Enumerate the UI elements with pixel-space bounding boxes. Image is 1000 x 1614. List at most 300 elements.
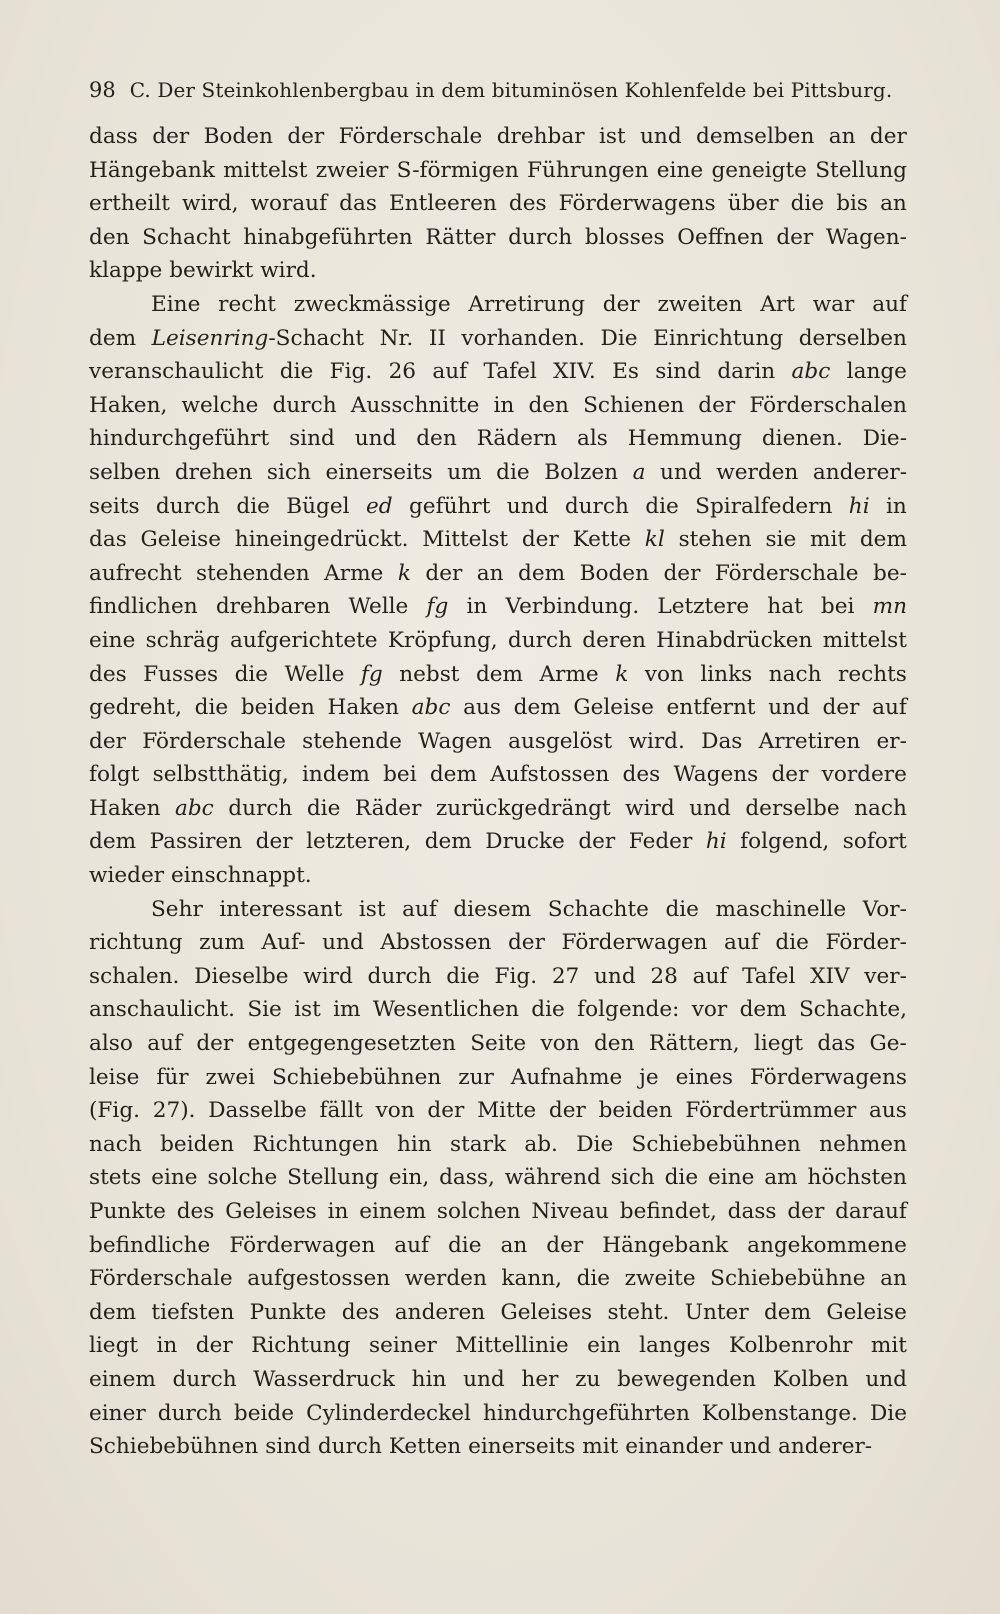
word: an: [880, 1266, 907, 1292]
word: Die: [869, 1400, 907, 1426]
text-line: [89, 1397, 907, 1431]
word: dem: [763, 1299, 812, 1325]
word: durch: [272, 392, 337, 418]
word: schräg: [145, 627, 220, 653]
word: Fig.: [494, 963, 538, 989]
word: stark: [449, 1131, 507, 1157]
text-line: [89, 1061, 907, 1095]
word: [412, 691, 451, 725]
italic-text: k: [397, 560, 411, 586]
word: vor: [691, 997, 728, 1023]
word: Schiebebühnen: [631, 1131, 801, 1157]
text-line: [89, 725, 907, 759]
text-line: [89, 187, 907, 221]
word: befindet,: [619, 1199, 717, 1224]
word: derselbe: [745, 795, 840, 821]
word: gedreht,: [89, 695, 182, 721]
word: Hängebank: [602, 1232, 729, 1258]
word: Nr.: [379, 325, 414, 351]
word: das: [817, 1031, 856, 1057]
text-line: [89, 1329, 907, 1363]
word: Aufstossen: [490, 762, 610, 788]
word: befindliche: [89, 1232, 211, 1258]
word: er-: [876, 728, 907, 754]
word: die: [447, 1232, 482, 1258]
word: höchsten: [807, 1165, 907, 1191]
word: die: [306, 795, 341, 821]
word: und: [729, 1434, 772, 1460]
word: bei: [820, 594, 855, 620]
word: Haken: [327, 695, 399, 721]
word: durch: [508, 224, 573, 250]
word: veranschaulicht: [89, 359, 264, 385]
text-line: [89, 893, 907, 927]
word: eine: [656, 157, 704, 183]
word: Ge-: [869, 1031, 907, 1057]
word: werden: [404, 1266, 487, 1292]
word: eine: [151, 1165, 198, 1191]
word: kann,: [501, 1266, 563, 1292]
running-title: C. Der Steinkohlenbergbau in dem bituminösen Kohlenfelde bei Pittsburg.: [129, 78, 893, 102]
word: 27).: [152, 1098, 196, 1124]
word: Richtung: [251, 1333, 351, 1359]
word: wird: [303, 963, 353, 989]
word: sind: [655, 359, 701, 385]
word: je: [639, 1064, 659, 1090]
word: mittelst: [223, 157, 308, 183]
word: dass: [89, 124, 138, 149]
word: durch: [157, 1400, 222, 1426]
word: geneigte: [711, 157, 807, 183]
word: Geleises: [500, 1299, 593, 1325]
word: Förderschale: [714, 560, 859, 586]
word: beide: [233, 1400, 295, 1426]
word: einander: [625, 1434, 723, 1460]
word: den: [89, 224, 130, 250]
word: der: [578, 829, 616, 855]
text-line: [89, 1363, 907, 1397]
word: maschinelle: [715, 896, 847, 922]
word: folgend,: [740, 829, 830, 855]
word: Schiebebühne: [710, 1266, 866, 1292]
text-line: [89, 590, 907, 624]
word: darin: [717, 359, 776, 385]
word: solchen: [436, 1199, 521, 1224]
word: [615, 658, 628, 692]
word: durch: [172, 1366, 237, 1392]
word: bewegenden: [617, 1366, 756, 1392]
word: Hemmung: [627, 426, 742, 452]
word: drehen: [174, 459, 253, 485]
word: indem: [301, 762, 370, 788]
word: Sie: [247, 997, 282, 1023]
word: findlichen: [89, 594, 198, 620]
word: Tafel: [742, 963, 796, 989]
word: rechts: [838, 661, 907, 687]
word: ein,: [388, 1165, 430, 1191]
word: Boden: [579, 560, 649, 586]
word: in: [466, 594, 488, 620]
text-line: [89, 288, 907, 322]
text-line: [89, 825, 907, 859]
word: das: [89, 527, 127, 553]
word: Förderschalen: [749, 392, 907, 418]
word: 28: [650, 963, 678, 989]
word: Es: [612, 359, 639, 385]
word: dem: [513, 695, 561, 721]
text-line: [89, 758, 907, 792]
word: Förderwagens: [558, 191, 716, 217]
word: sich: [610, 1165, 655, 1191]
word: den: [416, 426, 457, 452]
word: Welle: [284, 661, 345, 687]
word: auf: [724, 930, 759, 956]
word: Schiebebühnen: [89, 1434, 259, 1460]
word: Arretiren: [758, 728, 861, 754]
word: Stellung: [815, 157, 907, 183]
text-line: [89, 658, 907, 692]
word: nach: [89, 1131, 142, 1157]
word: dem: [739, 997, 787, 1023]
word: letzteren,: [306, 829, 412, 855]
word: Kolben: [772, 1366, 849, 1392]
word: mit: [582, 1434, 619, 1460]
word: den: [593, 1031, 635, 1057]
word: der: [776, 224, 814, 250]
word: einem: [359, 1199, 427, 1224]
word: von: [375, 1098, 415, 1124]
word: in: [493, 392, 515, 418]
word: Ausschnitte: [350, 392, 480, 418]
word: Abstossen: [380, 930, 492, 956]
word: und: [354, 426, 397, 452]
word: Kette: [572, 527, 632, 553]
word: die: [531, 997, 565, 1023]
word: Arme: [539, 661, 599, 687]
word: zweier: [315, 157, 389, 183]
word: Die-: [862, 426, 907, 452]
word: ein: [587, 1333, 621, 1359]
text-line: [89, 355, 907, 389]
word: aufgestossen: [247, 1266, 391, 1292]
word: vordere: [821, 762, 907, 788]
word: Spiralfedern: [695, 493, 833, 519]
word: entfernt: [666, 695, 756, 721]
word: nebst: [399, 661, 460, 687]
word: die: [446, 963, 480, 989]
italic-text: fg: [426, 594, 449, 620]
word: Förderschale: [338, 124, 483, 149]
word: [633, 456, 646, 490]
word: Wasserdruck: [253, 1366, 395, 1392]
word: [849, 490, 870, 524]
word: Richtungen: [252, 1131, 379, 1157]
word: die: [790, 191, 825, 217]
word: aus: [463, 695, 501, 721]
word: bei: [383, 762, 417, 788]
word: ist: [294, 997, 321, 1023]
word: vorhanden.: [461, 325, 586, 351]
word: darauf: [835, 1199, 907, 1224]
word: durch: [228, 795, 293, 821]
word: der: [152, 124, 190, 149]
word: Art: [760, 291, 795, 317]
word: eine: [89, 627, 136, 653]
word: Bügel: [286, 493, 350, 519]
word: mit: [810, 527, 847, 553]
word: beiden: [240, 695, 315, 721]
word: für: [156, 1064, 189, 1090]
word: Die: [600, 325, 638, 351]
word: Schiebebühnen: [272, 1064, 442, 1090]
word: wird,: [182, 191, 239, 217]
word: anschaulicht.: [89, 997, 236, 1023]
word: auf: [872, 291, 907, 317]
word: Einrichtung: [653, 325, 784, 351]
word: wird.: [628, 728, 685, 754]
word: richtung: [89, 930, 183, 956]
word: tiefsten: [151, 1299, 235, 1325]
word: der: [89, 728, 126, 754]
text-line: [89, 221, 907, 255]
word: Mittellinie: [455, 1333, 569, 1359]
word: und: [660, 459, 702, 485]
italic-text: hi: [848, 493, 870, 519]
word: Förderwagens: [749, 1064, 907, 1090]
word: Auf-: [261, 930, 306, 956]
text-line: [89, 490, 907, 524]
word: Arretirung: [468, 291, 585, 317]
word: Geleise: [140, 527, 222, 553]
word: seits: [89, 493, 140, 519]
word: der: [698, 392, 736, 418]
word: der: [771, 762, 809, 788]
word: zurückgedrängt: [435, 795, 611, 821]
word: sind: [289, 426, 335, 452]
word: die: [194, 695, 229, 721]
word: auf: [402, 896, 437, 922]
word: und: [506, 493, 549, 519]
word: ist: [598, 124, 626, 149]
word: Unter: [684, 1299, 749, 1325]
word: zweiten: [657, 291, 743, 317]
word: an: [828, 124, 856, 149]
word: worauf: [250, 191, 328, 217]
word: bis: [836, 191, 868, 217]
word: werden: [716, 459, 799, 485]
word: dass: [727, 1199, 777, 1224]
word: Geleises: [225, 1199, 317, 1224]
word: im: [333, 997, 361, 1023]
word: die: [576, 1266, 611, 1292]
word: Sehr: [151, 896, 203, 922]
word: Seite: [470, 1031, 527, 1057]
word: Förderschale: [142, 728, 286, 754]
word: zweckmässige: [293, 291, 451, 317]
word: deren: [582, 627, 646, 653]
text-line: [89, 691, 907, 725]
word: Schachte,: [798, 997, 907, 1023]
word: über: [727, 191, 779, 217]
word: eine: [708, 1165, 755, 1191]
word: Die: [576, 1131, 614, 1157]
word: 26: [388, 359, 417, 385]
word: sie: [765, 527, 797, 553]
word: dem: [518, 560, 566, 586]
word: durch: [317, 1434, 382, 1460]
word: links: [700, 661, 753, 687]
word: Das: [701, 728, 743, 754]
word: dem: [475, 661, 524, 687]
word: anderen: [394, 1299, 486, 1325]
body-text: [89, 120, 907, 1464]
word: an: [880, 191, 907, 217]
word: Punkte: [89, 1199, 166, 1224]
word: durch: [507, 627, 572, 653]
word: sofort: [842, 829, 907, 855]
text-line: [89, 1430, 907, 1464]
word: der: [869, 124, 907, 149]
word: [873, 590, 907, 624]
word: einem: [89, 1366, 156, 1392]
word: Aufnahme: [510, 1064, 623, 1090]
word: Geleise: [573, 695, 654, 721]
word: Cylinderdeckel: [306, 1400, 471, 1426]
word: Förderschale: [89, 1266, 233, 1292]
word: [175, 792, 214, 826]
word: demselben: [696, 124, 815, 149]
word: lange: [846, 359, 907, 385]
word: sich: [266, 459, 311, 485]
word: wird: [625, 795, 675, 821]
word: des: [341, 1299, 380, 1325]
word: dem: [89, 325, 137, 351]
word: einerseits: [468, 1434, 576, 1460]
text-line: [89, 960, 907, 994]
word: XIV.: [553, 359, 596, 385]
word: schalen.: [89, 963, 180, 989]
word: Letztere: [657, 594, 750, 620]
word: der: [663, 560, 701, 586]
word: Kröpfung,: [387, 627, 498, 653]
word: durch: [564, 493, 629, 519]
word: der: [196, 1031, 234, 1057]
word: der: [255, 829, 293, 855]
text-line: [89, 557, 907, 591]
page-number: 98: [89, 78, 116, 102]
word: entgegengesetzten: [247, 1031, 456, 1057]
text-line: [89, 1195, 907, 1229]
word: und: [768, 695, 810, 721]
word: hinabgeführten: [243, 224, 413, 250]
word: Förderwagen: [229, 1232, 376, 1258]
word: Verbindung.: [505, 594, 640, 620]
word: dem: [424, 829, 472, 855]
italic-text: hi: [705, 829, 727, 855]
word: be-: [873, 560, 907, 586]
word: S-förmigen: [396, 157, 519, 183]
word: [792, 355, 831, 389]
word: aufgerichtete: [230, 627, 378, 653]
word: Fördertrümmer: [685, 1098, 857, 1124]
word: Ketten: [388, 1434, 462, 1460]
text-line: [89, 792, 907, 826]
word: auf: [872, 695, 907, 721]
italic-text: fg: [360, 661, 383, 687]
text-line: [89, 523, 907, 557]
page-header: [89, 70, 909, 110]
word: mit: [870, 1333, 907, 1359]
word: zu: [575, 1366, 601, 1392]
word: und: [463, 1366, 505, 1392]
word: Boden: [203, 124, 273, 149]
word: bewirkt: [169, 258, 254, 284]
word: des: [508, 191, 547, 217]
word: ver-: [864, 963, 907, 989]
word: selbstthätig,: [152, 762, 289, 788]
word: Räder: [354, 795, 422, 821]
word: ertheilt: [89, 191, 170, 217]
word: um: [447, 459, 482, 485]
word: auf: [394, 1232, 429, 1258]
word: Geleise: [826, 1299, 907, 1325]
word: der: [548, 1098, 586, 1124]
word: Kolbenstange.: [701, 1400, 858, 1426]
italic-text: abc: [411, 695, 451, 721]
word: Fusses: [143, 661, 219, 687]
word: Vor-: [862, 896, 907, 922]
word: stehenden: [196, 560, 310, 586]
text-line: [89, 254, 907, 288]
word: ist: [358, 896, 386, 922]
word: mittelst: [822, 627, 907, 653]
text-line: [89, 120, 907, 154]
word: zum: [199, 930, 245, 956]
word: Welle: [348, 594, 409, 620]
word: Hängebank: [89, 157, 215, 183]
word: die: [496, 459, 530, 485]
word: her: [521, 1366, 559, 1392]
word: sind: [265, 1434, 311, 1460]
word: durch: [367, 963, 432, 989]
word: diesem: [453, 896, 532, 922]
italic-text: a: [632, 459, 646, 485]
word: stehende: [302, 728, 402, 754]
word: der: [787, 1199, 825, 1224]
word: langes: [639, 1333, 711, 1359]
text-line: [89, 1027, 907, 1061]
word: Wagen-: [825, 224, 907, 250]
word: und: [865, 1366, 907, 1392]
word: Stellung: [287, 1165, 379, 1191]
word: Kolbenrohr: [728, 1333, 853, 1359]
word: 27: [551, 963, 580, 989]
word: (Fig.: [89, 1098, 141, 1124]
word: anderer-: [777, 1434, 873, 1460]
word: als: [576, 426, 608, 452]
word: Leisenring-Schacht: [151, 325, 365, 351]
word: den: [528, 392, 569, 418]
word: dass,: [439, 1165, 495, 1191]
word: die: [665, 896, 699, 922]
word: Dasselbe: [208, 1098, 307, 1124]
text-line: [89, 389, 907, 423]
text-line: [89, 1296, 907, 1330]
word: Mittelst: [422, 527, 509, 553]
word: aufrecht: [89, 560, 182, 586]
word: liegt: [89, 1333, 139, 1359]
word: Schacht: [142, 224, 231, 250]
